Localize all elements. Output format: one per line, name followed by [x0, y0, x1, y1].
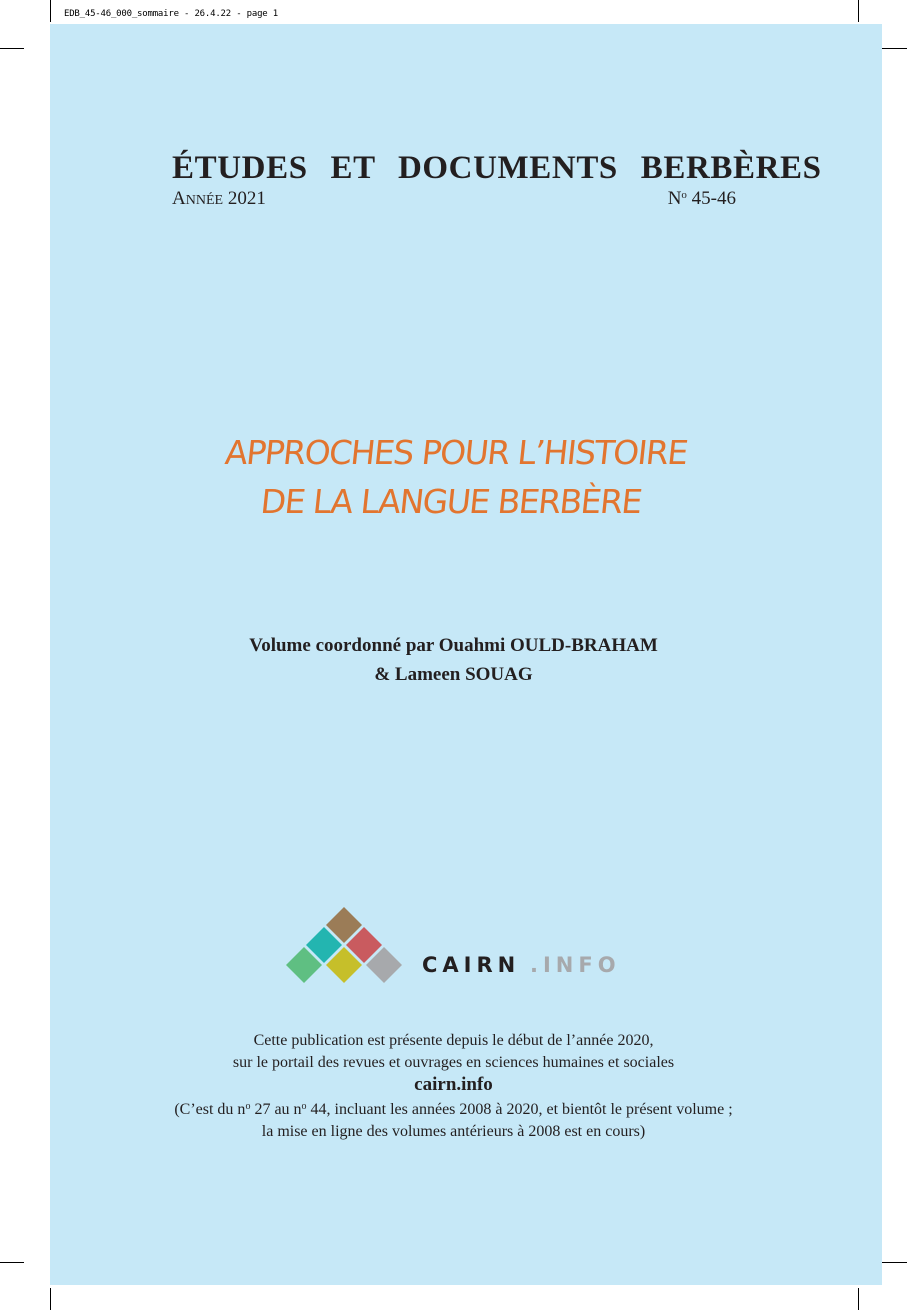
journal-title: ÉTUDES ET DOCUMENTS BERBÈRES — [172, 150, 822, 186]
volume-title-line-2: DE LA LANGUE BERBÈRE — [258, 482, 644, 521]
print-slug-line: EDB_45-46_000_sommaire - 26.4.22 - page 1 — [64, 9, 278, 19]
crop-mark-top-left-v — [50, 0, 51, 22]
notice-line-4-b: 27 au n — [250, 1101, 302, 1118]
crop-mark-bottom-left-h — [0, 1262, 24, 1263]
crop-mark-bottom-left-v — [50, 1288, 51, 1310]
publication-notice — [0, 1030, 907, 1143]
crop-mark-top-right-h — [882, 48, 907, 49]
year-prefix: A — [172, 188, 186, 209]
notice-line-1: Cette publication est présente depuis le début de l’année 2020, — [253, 1032, 654, 1049]
cairn-logo-word: CAIRN — [422, 953, 521, 977]
notice-line-5: la mise en ligne des volumes antérieurs à 2008 est en cours) — [261, 1123, 646, 1140]
volume-title — [0, 428, 907, 526]
year-smallcaps: NNÉE — [185, 193, 224, 208]
issue-value: 45-46 — [686, 188, 736, 209]
journal-year — [172, 188, 266, 210]
cairn-url: cairn.info — [414, 1074, 493, 1095]
journal-issue-number — [668, 188, 736, 210]
crop-mark-top-left-h — [0, 48, 24, 49]
cairn-logo-suffix: .INFO — [530, 953, 621, 977]
crop-mark-bottom-right-h — [882, 1262, 907, 1263]
crop-mark-top-right-v — [858, 0, 859, 22]
volume-coordinators — [0, 631, 907, 689]
crop-mark-bottom-right-v — [858, 1288, 859, 1310]
notice-line-4-c: 44, incluant les années 2008 à 2020, et bientôt le présent volume ; — [306, 1101, 733, 1118]
notice-line-4-a: (C’est du n — [174, 1101, 246, 1118]
notice-line-4 — [0, 1096, 907, 1121]
notice-sup-2: o — [301, 1101, 307, 1112]
volume-title-line-1: APPROCHES POUR L’HISTOIRE — [223, 433, 689, 472]
issue-sup: o — [681, 189, 687, 201]
coordinators-line-1: Volume coordonné par Ouahmi OULD-BRAHAM — [249, 635, 658, 656]
issue-prefix: N — [667, 188, 682, 209]
notice-line-2: sur le portail des revues et ouvrages en sciences humaines et sociales — [232, 1054, 675, 1071]
coordinators-line-2: & Lameen SOUAG — [374, 664, 533, 685]
notice-sup-1: o — [245, 1101, 251, 1112]
year-value: 2021 — [223, 188, 266, 209]
